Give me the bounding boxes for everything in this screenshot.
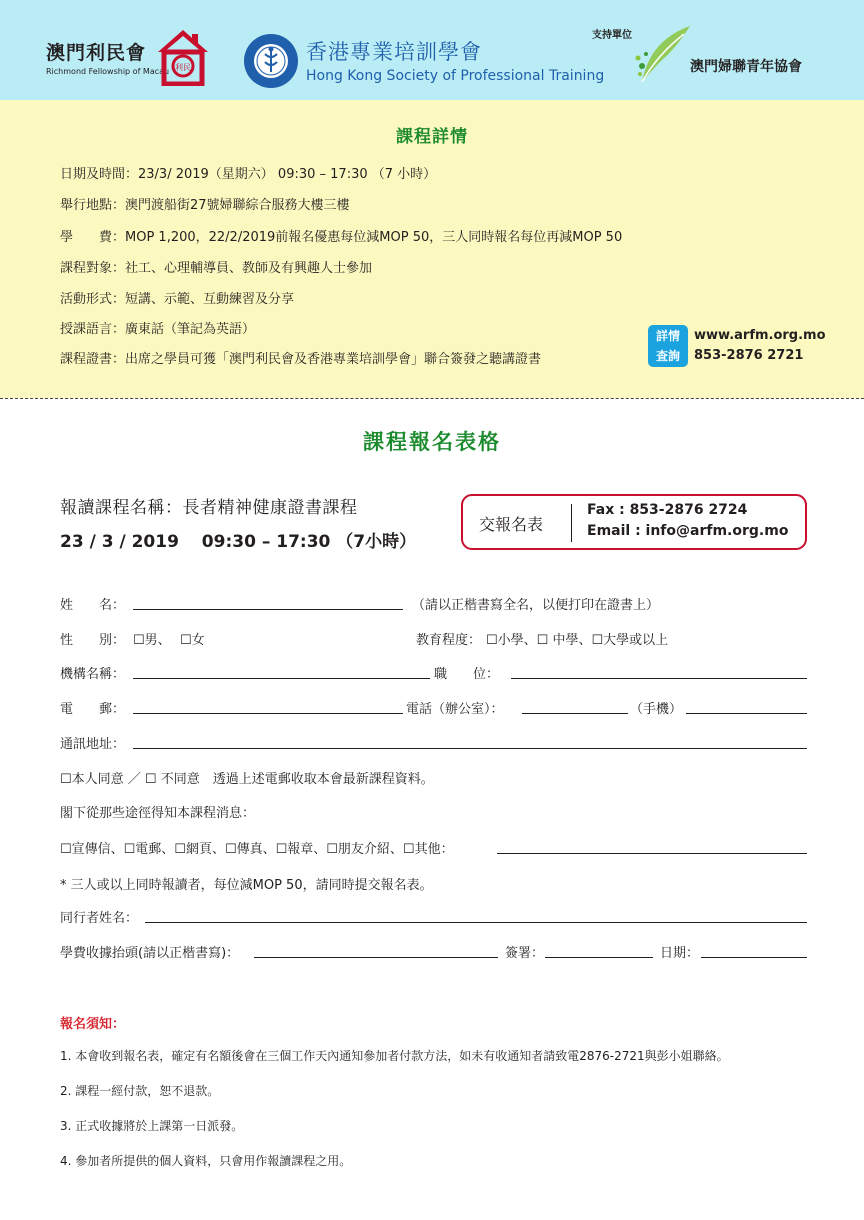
detail-fee: 學 費：MOP 1,200，22/2/2019前報名優惠每位減MOP 50，三人同時報名每位再減MOP 50	[60, 230, 623, 245]
contact-website[interactable]: www.arfm.org.mo	[694, 328, 826, 343]
position-input-line[interactable]	[511, 678, 807, 679]
hkspt-seal-icon	[242, 32, 300, 90]
contact-phone: 853-2876 2721	[694, 348, 804, 363]
name-input-line[interactable]	[133, 609, 403, 610]
course-date: 23 / 3 / 2019 09:30 – 17:30 （7小時）	[60, 532, 417, 552]
group-discount-note: * 三人或以上同時報讀者，每位減MOP 50，請同時提交報名表。	[60, 878, 433, 893]
mobile-label: （手機）	[630, 702, 683, 717]
details-title: 課程詳情	[396, 127, 468, 147]
detail-certificate: 課程證書：出席之學員可獲「澳門利民會及香港專業培訓學會」聯合簽發之聽講證書	[60, 352, 542, 367]
mobile-input-line[interactable]	[686, 713, 807, 714]
hkspt-name-en: Hong Kong Society of Professional Training	[306, 68, 605, 84]
notice-title: 報名須知：	[60, 1017, 126, 1032]
detail-language: 授課語言：廣東話（筆記為英語）	[60, 322, 256, 337]
detail-format: 活動形式：短講、示範、互動練習及分享	[60, 292, 295, 307]
notice-item: 2. 課程一經付款，恕不退款。	[60, 1084, 220, 1098]
receipt-title-input-line[interactable]	[254, 957, 498, 958]
signature-input-line[interactable]	[545, 957, 653, 958]
hkspt-name-zh: 香港專業培訓學會	[306, 40, 482, 64]
header-banner	[0, 0, 864, 100]
house-logo-icon	[156, 28, 210, 86]
gender-label: 性 別：	[60, 633, 126, 648]
address-label: 通訊地址：	[60, 737, 126, 752]
org-label: 機構名稱：	[60, 667, 126, 682]
gender-male-checkbox[interactable]: ☐男、	[133, 633, 171, 648]
rfm-name-en: Richmond Fellowship of Macau	[46, 67, 170, 76]
form-title: 課程報名表格	[363, 430, 501, 454]
hkspt-name	[306, 36, 604, 84]
submit-info-box	[461, 494, 807, 550]
source-checkboxes[interactable]: ☐宣傳信、☐電郵、☐網頁、☐傳真、☐報章、☐朋友介紹、☐其他：	[60, 842, 454, 857]
consent-checkboxes[interactable]: ☐本人同意 ／ ☐ 不同意 透過上述電郵收取本會最新課程資料。	[60, 772, 434, 787]
companion-label: 同行者姓名：	[60, 911, 139, 926]
submit-divider	[571, 504, 572, 542]
office-phone-label: 電話（辦公室）：	[406, 702, 504, 717]
notice-item: 4. 參加者所提供的個人資料，只會用作報讀課程之用。	[60, 1154, 352, 1168]
submit-fax: Fax : 853-2876 2724	[587, 502, 748, 518]
enquiry-badge	[648, 325, 688, 367]
notice-item: 1. 本會收到報名表，確定有名額後會在三個工作天內通知參加者付款方法，如未有收通知者請致電2876-2721與彭小姐聯絡。	[60, 1049, 729, 1063]
leaf-logo-icon	[632, 20, 696, 92]
source-other-input-line[interactable]	[497, 853, 807, 854]
rfm-name-zh: 澳門利民會	[46, 42, 147, 64]
detail-venue: 舉行地點：澳門渡船街27號婦聯綜合服務大樓三樓	[60, 198, 350, 213]
address-input-line[interactable]	[133, 748, 807, 749]
support-label: 支持單位	[592, 30, 632, 41]
cut-line-divider	[0, 398, 864, 399]
svg-text:利民: 利民	[175, 63, 191, 72]
course-details-section	[0, 100, 864, 398]
email-input-line[interactable]	[133, 713, 403, 714]
office-phone-input-line[interactable]	[522, 713, 628, 714]
companion-input-line[interactable]	[145, 922, 807, 923]
position-label: 職 位：	[434, 667, 500, 682]
education-label: 教育程度：	[416, 633, 482, 648]
notice-item: 3. 正式收據將於上課第一日派發。	[60, 1119, 244, 1133]
email-label: 電 郵：	[60, 702, 126, 717]
org-input-line[interactable]	[133, 678, 430, 679]
enquiry-badge-line1: 詳情	[655, 329, 680, 343]
rfm-logo	[46, 38, 169, 76]
submit-label: 交報名表	[479, 515, 544, 534]
date-input-line[interactable]	[701, 957, 807, 958]
name-hint: （請以正楷書寫全名，以便打印在證書上）	[412, 598, 660, 613]
detail-target: 課程對象：社工、心理輔導員、教師及有興趣人士參加	[60, 261, 373, 276]
education-checkboxes[interactable]: ☐小學、☐ 中學、☐大學或以上	[486, 633, 669, 648]
gender-female-checkbox[interactable]: ☐女	[180, 633, 205, 648]
source-question: 閣下從那些途徑得知本課程消息：	[60, 806, 256, 821]
submit-email[interactable]: Email : info@arfm.org.mo	[587, 523, 789, 539]
date-label: 日期：	[660, 946, 700, 961]
womens-assoc-name: 澳門婦聯青年協會	[690, 59, 802, 75]
course-name: 報讀課程名稱：長者精神健康證書課程	[60, 498, 358, 518]
detail-date: 日期及時間：23/3/ 2019（星期六） 09:30 – 17:30 （7 小時）	[60, 167, 437, 182]
signature-label: 簽署：	[505, 946, 545, 961]
receipt-title-label: 學費收據抬頭(請以正楷書寫)：	[60, 946, 240, 961]
enquiry-badge-line2: 查詢	[655, 349, 680, 363]
name-label: 姓 名：	[60, 598, 126, 613]
